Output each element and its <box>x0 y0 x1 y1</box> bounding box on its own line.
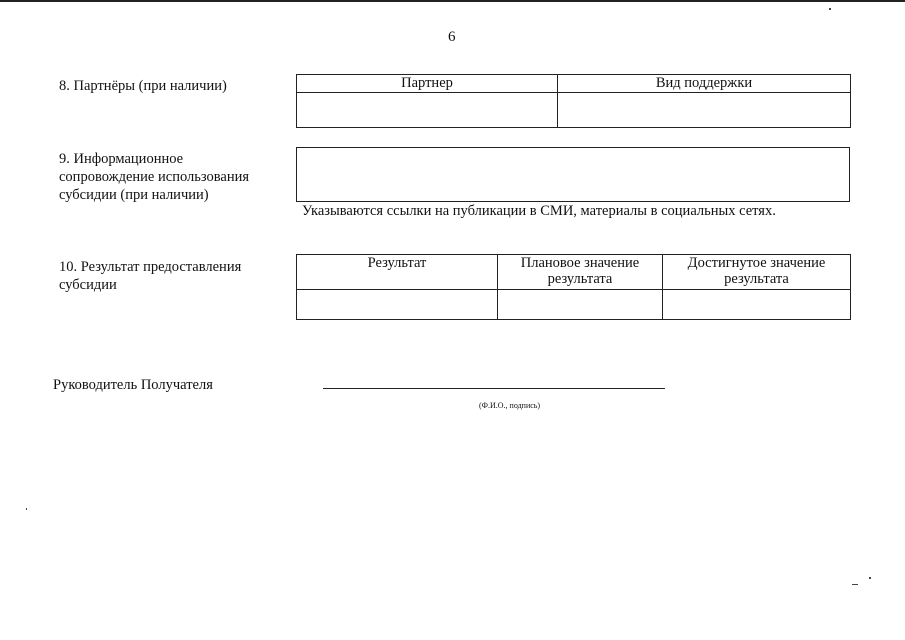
results-header-row <box>297 255 851 290</box>
scan-speck <box>852 584 858 585</box>
section-9-label <box>59 150 249 204</box>
results-cell-result[interactable] <box>297 290 498 320</box>
partners-header-support-type: Вид поддержки <box>558 75 851 93</box>
results-header-planned-value <box>498 255 663 290</box>
results-cell-achieved-value[interactable] <box>663 290 851 320</box>
partners-cell-partner[interactable] <box>297 93 558 128</box>
partners-header-row <box>297 75 851 93</box>
info-support-row <box>297 148 850 202</box>
scan-speck <box>869 577 871 579</box>
section-10-label-line: субсидии <box>59 277 117 293</box>
section-10-label <box>59 258 241 294</box>
partners-data-row <box>297 93 851 128</box>
section-9-label-line: субсидии (при наличии) <box>59 187 209 203</box>
signature-line[interactable] <box>323 388 665 389</box>
partners-cell-support-type[interactable] <box>558 93 851 128</box>
page-number: 6 <box>448 29 456 45</box>
results-header-achieved-line1: Достигнутое значение <box>687 255 826 271</box>
partners-table <box>296 74 851 128</box>
results-header-achieved-value <box>663 255 851 290</box>
scan-speck <box>829 8 831 10</box>
partners-header-partner: Партнер <box>297 75 558 93</box>
section-8-label: 8. Партнёры (при наличии) <box>59 78 227 94</box>
info-support-table <box>296 147 850 202</box>
results-header-achieved-line2: результата <box>724 271 789 287</box>
results-header-planned-line2: результата <box>547 271 613 287</box>
results-data-row <box>297 290 851 320</box>
signature-caption: (Ф.И.О., подпись) <box>479 401 541 410</box>
results-cell-planned-value[interactable] <box>498 290 663 320</box>
results-table <box>296 254 851 320</box>
signature-label: Руководитель Получателя <box>53 377 213 393</box>
results-header-result-line1: Результат <box>367 255 427 271</box>
top-border-rule <box>0 0 905 2</box>
info-support-note: Указываются ссылки на публикации в СМИ, материалы в социальных сетях. <box>302 203 776 219</box>
scan-speck <box>26 508 27 510</box>
results-header-result <box>297 255 498 290</box>
results-header-planned-line1: Плановое значение <box>520 255 640 271</box>
section-9-label-line: сопровождение использования <box>59 169 250 185</box>
section-10-label-line: 10. Результат предоставления <box>59 259 242 275</box>
info-support-cell[interactable] <box>297 148 850 202</box>
section-9-label-line: 9. Информационное <box>59 151 184 167</box>
